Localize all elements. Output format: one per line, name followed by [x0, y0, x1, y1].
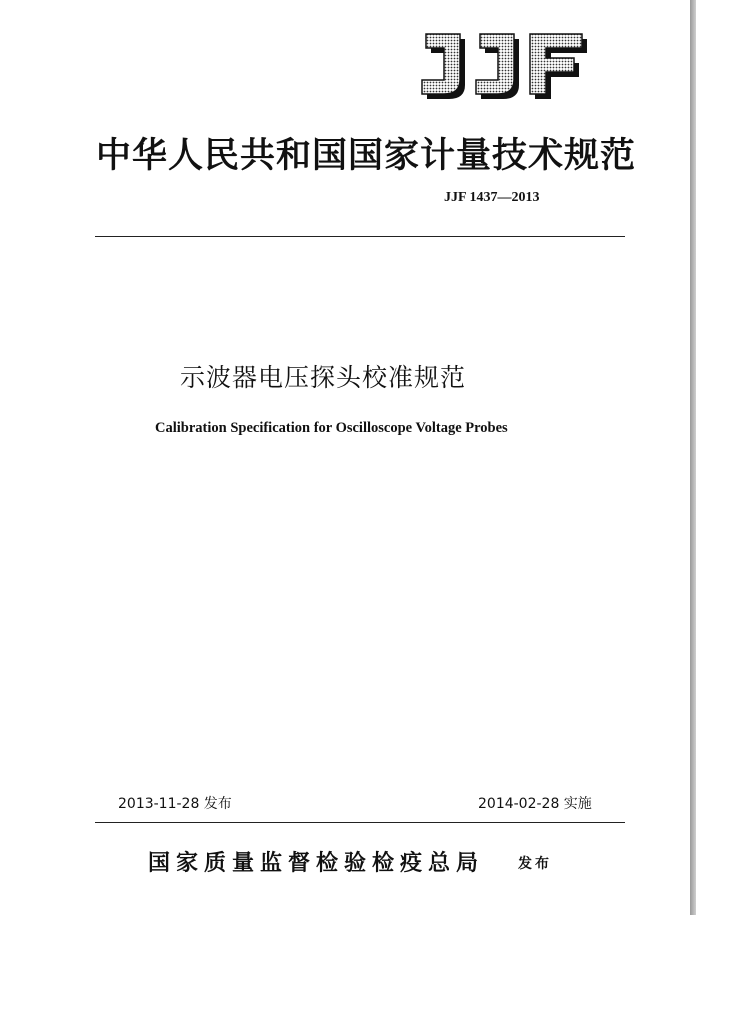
national-spec-heading: 中华人民共和国国家计量技术规范 — [96, 135, 637, 176]
implementation-date: 2014-02-28 实施 — [478, 796, 592, 812]
document-title-english: Calibration Specification for Oscilloscope Voltage Probes — [155, 420, 508, 436]
publish-label: 发布 — [518, 856, 552, 872]
document-title-chinese: 示波器电压探头校准规范 — [180, 363, 467, 392]
jjf-logo — [414, 30, 590, 102]
bottom-divider — [95, 822, 625, 823]
standard-number: JJF 1437—2013 — [444, 190, 540, 205]
top-divider — [95, 236, 625, 237]
publisher-name: 国家质量监督检验检疫总局 — [148, 850, 485, 876]
scan-edge-shadow — [690, 0, 696, 915]
issue-date: 2013-11-28 发布 — [118, 796, 232, 812]
